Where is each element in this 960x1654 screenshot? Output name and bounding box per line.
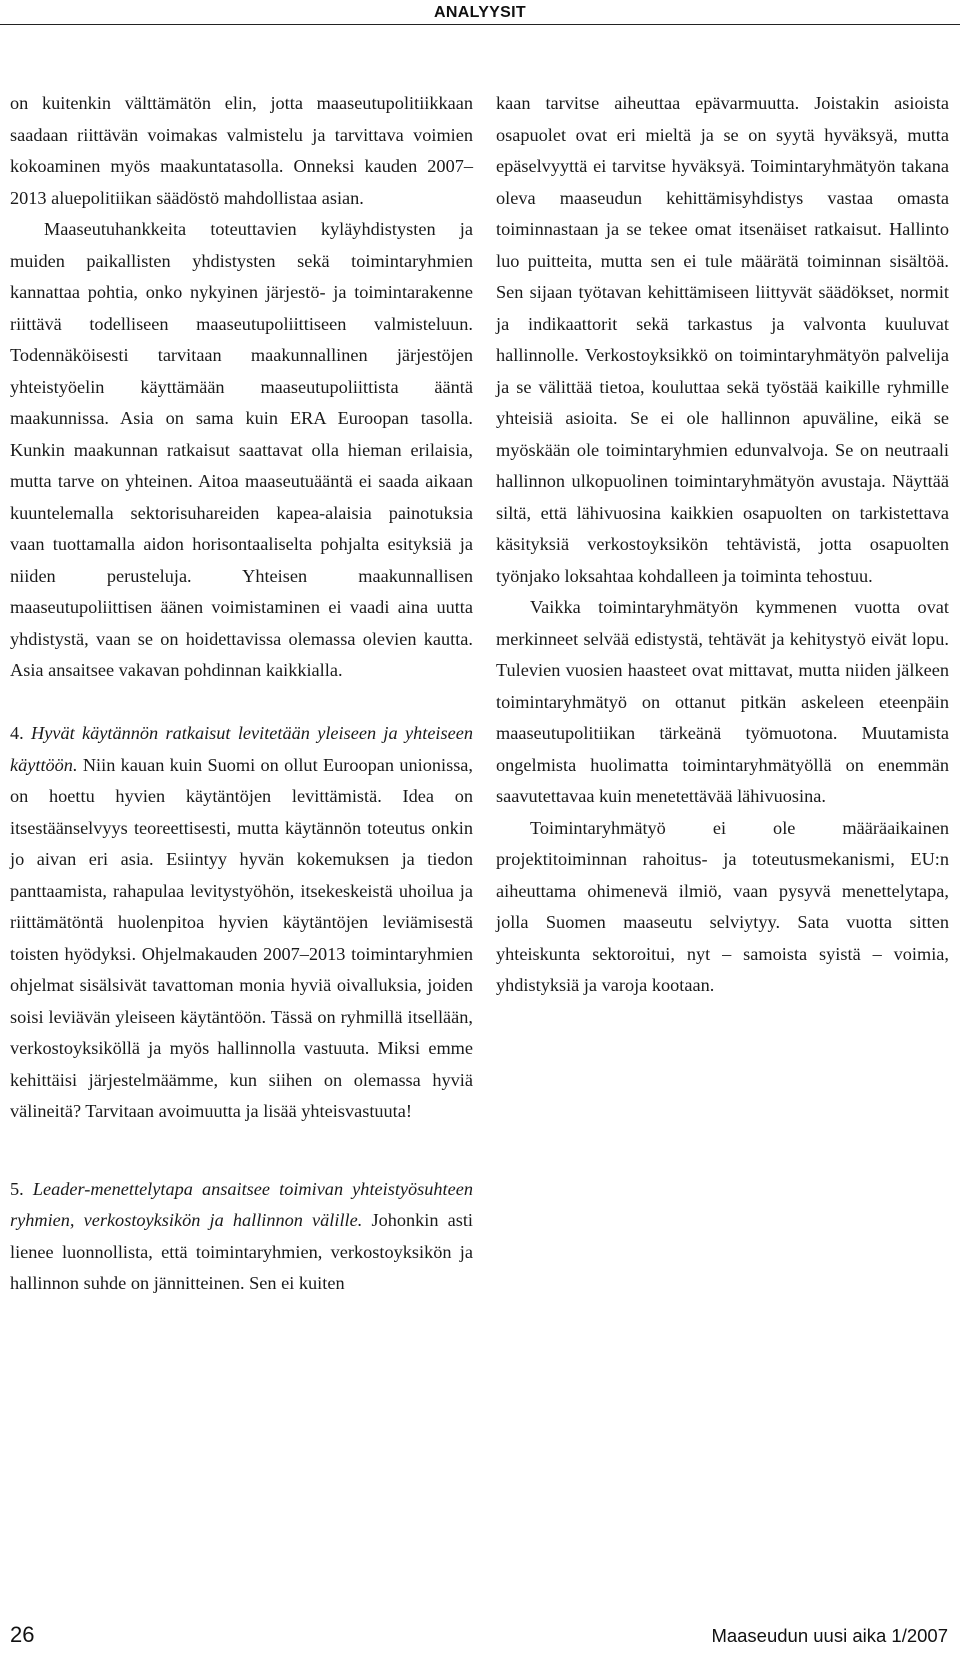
right-paragraph-3: Toimintaryhmätyö ei ole määräaikainen projektitoiminnan rahoitus- ja toteutusmekanismi, EU:n aiheuttama ohimenevä ilmiö, vaan pysyvä menettelytapa, jolla Suomen maaseutu selviytyy. Sata vuotta sitten yhteiskunta sektoroitui, nyt – samoista syistä – voimia, yhdistyksiä ja varoja kootaan. (496, 817, 949, 995)
section-5-body: Johonkin asti lienee luonnollista, että toimintaryhmien, verkostoyksikön ja hallinnon suhde on jännitteinen. Sen ei kuiten (10, 1210, 474, 1293)
section-4-heading: Hyvät käytännön ratkaisut levitetään yleiseen ja yhteiseen käyttöön. (10, 723, 473, 775)
page-number: 26 (10, 1622, 35, 1647)
right-paragraph-1: kaan tarvitse aiheuttaa epävarmuutta. Joistakin asioista osapuolet ovat eri mieltä ja se on syytä hyväksyä, mutta epäselvyyttä ei tarvitse hyväksyä. Toimintaryhmätyön takana oleva maaseudun kehittämisyhdistys vastaa omasta toiminnastaan ja se tekee omat itsenäiset ratkaisut. Hallinto luo puitteita, mutta sen ei tule määrätä toiminnan sisältöä. Sen sijaan työtavan kehittämiseen liittyvät säädökset, normit ja indikaattorit sekä tarkastus ja valvonta kuuluvat hallinnolle. Verkostoyksikkö on toimintaryhmätyön palvelija ja se välittää tietoa, kouluttaa sekä työstää kaikille ryhmille yhteisiä asioita. Se ei ole hallinnon apuväline, eikä se myöskään ole toimintaryhmien edunvalvoja. Se on neutraali hallinnon ulkopuolinen toimintaryhmätyön avustaja. Näyttää siltä, että lähivuosina kaikkien osapuolten on tarkistettava käsityksiä verkostoyksikön tehtävistä, jotta osapuolten työnjako loksahtaa kohdalleen ja toiminta tehostuu. (496, 93, 949, 586)
left-paragraph-1: on kuitenkin välttämätön elin, jotta maaseutupolitiikkaan saadaan riittävän voimakas valmistelu ja tarvittava voimien kokoaminen myös maakuntatasolla. Onneksi kauden 2007–2013 aluepolitiikan säädöstö mahdollistaa asian. (10, 93, 473, 208)
publication-title: Maaseudun uusi aika 1/2007 (711, 1625, 948, 1646)
section-5-heading: Leader-menettelytapa ansaitsee toimivan yhteistyösuhteen ryhmien, verkostoyksikön ja hallinnon välille. (10, 1178, 474, 1230)
left-column (10, 88, 473, 1300)
section-label: ANALYYSIT (434, 4, 526, 21)
right-paragraph-2: Vaikka toimintaryhmätyön kymmenen vuotta ovat merkinneet selvää edistystä, tehtävät ja kehitystyö eivät lopu. Tulevien vuosien haasteet ovat mittavat, mutta niiden jälkeen toimintaryhmätyö on ottanut pitkän askeleen eteenpäin maaseutupolitiikan tärkeänä työmuotona. Muutamista ongelmista huolimatta toimintaryhmätyöllä on enemmän saavutettavaa kuin menetettävää lähivuosina. (496, 597, 949, 806)
page-header (0, 0, 960, 25)
section-4-body: Niin kauan kuin Suomi on ollut Euroopan unionissa, on hoettu hyvien käytäntöjen levittämistä. Idea on itsestäänselvyys teoreettisesti, mutta käytännön toteutus onkin jo aivan eri asia. Esiintyy hyvän kokemuksen ja tiedon panttaamista, rahapulaa levitystyöhön, itsekeskeistä uhoilua ja riittämätöntä huolenpitoa hyvien käytäntöjen leviämisestä toisten hyödyksi. Ohjelmakauden 2007–2013 toimintaryhmien ohjelmat sisälsivät tavattoman monia hyviä oivalluksia, joiden soisi leviävän yleiseen käytäntöön. Tässä on ryhmillä itsellään, verkostoyksiköllä ja myös hallinnolla vastuuta. Miksi emme kehittäisi järjestelmäämme, kun siihen on olemassa hyviä välineitä? Tarvitaan avoimuutta ja lisää yhteisvastuuta! (10, 754, 473, 1121)
left-paragraph-2: Maaseutuhankkeita toteuttavien kyläyhdistysten ja muiden paikallisten yhdistysten sekä toimintaryhmien kannattaa pohtia, onko nykyinen järjestö- ja toimintarakenne riittävä todelliseen maaseutupoliittiseen valmisteluun. Todennäköisesti tarvitaan maakunnallinen järjestöjen yhteistyöelin käyttämään maaseutupoliittista ääntä maakunnissa. Asia on sama kuin ERA Euroopan tasolla. Kunkin maakunnan ratkaisut saattavat olla hieman erilaisia, mutta tarve on yhteinen. Aitoa maaseutuääntä ei saada aikaan kuuntelemalla sektorisuhareiden kapea-alaisia painotuksia vaan tuottamalla aidon horisontaaliselta pohjalta esityksiä ja niiden perusteluja. Yhteisen maakunnallisen maaseutupoliittisen äänen voimistaminen ei vaadi aina uutta yhdistystä, vaan se on hoidettavissa olemassa olevien kautta. Asia ansaitsee vakavan pohdinnan kaikkialla. (10, 219, 473, 680)
section-4-number: 4. (10, 723, 24, 743)
right-column (496, 88, 949, 1002)
section-5-paragraph (10, 1174, 473, 1300)
section-5-number: 5. (10, 1178, 24, 1199)
section-4-paragraph (10, 718, 473, 1128)
